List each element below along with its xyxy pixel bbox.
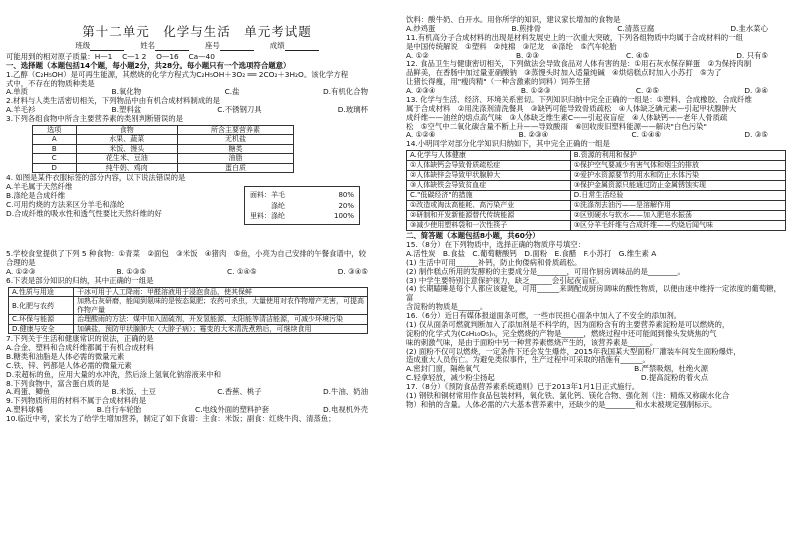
q17-part-1-cont[interactable]: 物）和钠的含量。人体必需的六大基本营养素中，还缺少的是________和水未被规定强制标示。: [406, 399, 717, 409]
q16-option-d[interactable]: D.提高淀粉的着火点: [640, 373, 708, 383]
q4-block: [6, 174, 388, 250]
q11-stem: 11.有机高分子合成材料的出现是材料发展史上的一次重大突破，下列各组物质中均属于合成材料的一组: [406, 32, 743, 42]
left-column: [6, 16, 388, 424]
q2-option-b[interactable]: B.塑料盆: [111, 105, 142, 115]
q5-option-a[interactable]: A. ①②③: [6, 267, 36, 277]
right-column: [406, 16, 788, 410]
q10-option-c[interactable]: C.清蒸豆腐: [617, 23, 655, 33]
q5-option-b[interactable]: B. ①③⑤: [116, 267, 147, 277]
q14-table: [406, 150, 786, 231]
q16-part-1[interactable]: (1) 仅从面条可燃就判断加入了添加剂是不科学的，因为面粉含有的主要营养素淀粉是可以燃烧的，: [406, 319, 730, 329]
q9-option-d[interactable]: D.电视机外壳: [322, 405, 368, 415]
q16-part-1-cont[interactable]: 味的刺激气味，是由于面粉中另一种营养素燃烧产生的，该营养素是______。: [406, 337, 658, 347]
q13-option-b[interactable]: B. ②③④: [518, 130, 549, 140]
field-name[interactable]: 姓名: [140, 42, 189, 51]
field-seat[interactable]: 座号: [205, 42, 254, 51]
page-title: 第十二单元 化学与生活 单元考试题: [82, 24, 312, 39]
q15-part-4[interactable]: (4) 长期瞌睡是每个人都应该避免，可用______来调配成厨房调味的酸性物质，以便由迷中维持一定浓度的葡萄糖，富: [406, 284, 781, 303]
q12-option-c[interactable]: C. ②⑤: [635, 86, 659, 95]
q1-option-b[interactable]: B.氧化物: [111, 87, 142, 97]
q5-option-d[interactable]: D. ③④⑤: [337, 267, 368, 277]
student-info-fields: [6, 42, 388, 51]
q2-stem: 2.材料与人类生活密切相关，下列物品中由有机合成材料制成的是: [6, 96, 220, 106]
q17-stem: 17.（8分）《预防食品营养素系统通则》已于2013年1月1日正式施行。: [406, 382, 640, 391]
q15-part-1[interactable]: (1) 生活中可用______补钙，防止佝偻病和骨质疏松。: [406, 257, 582, 267]
q11-option-b[interactable]: B. ②③: [515, 50, 539, 60]
q12-stem-cont: 品鲜美，在香肠中加过量亚硝酸钠 ③蒸馒头时加入适量纯碱 ④烘焙糕点时加入小苏打 ⑤为了: [406, 68, 722, 78]
q1-option-a[interactable]: A.单质: [6, 87, 29, 97]
table-row: ③减少使用塑料袋和一次性筷子 ③区分羊毛纤维与合成纤维——灼烧后闻气味: [407, 221, 786, 231]
q6-stem: 6.下表是部分知识的归纳，其中正确的一组是: [6, 276, 154, 285]
q15-part-2[interactable]: (2) 制作糕点所用的发酵粉的主要成分是________，可用作厨房调味品的是________。: [406, 266, 685, 276]
q1-option-d[interactable]: D.有机化合物: [322, 87, 368, 97]
q5-stem: 5.学校食堂提供了下列 5 种食物：①青菜 ②面包 ③米饭 ④猪肉 ⑤鱼，小亮为自己安排的午餐食谱中，较: [6, 249, 366, 259]
q10-stem-cont: 饮料：酸牛奶、白开水。用你所学的知识，建议家长增加的食物是: [406, 15, 621, 24]
q4-option-c[interactable]: C.可用灼烧的方法来区分羊毛和涤纶: [6, 200, 125, 209]
q14-stem: 14.小明同学对部分化学知识归纳如下，其中完全正确的一组是: [406, 139, 610, 149]
q5-option-c[interactable]: C. ①④⑤: [227, 267, 257, 277]
table-header: 选项: [33, 125, 77, 135]
table-row[interactable]: C.环保与能源 治理酸雨的方法：煤中加入固硫剂，开发氢能源、太阳能等清洁能源，可减少环境污染: [9, 315, 368, 325]
table-row[interactable]: C."低碳经济"的措施 D.日常生活经验: [407, 191, 786, 201]
field-score[interactable]: 成绩: [270, 42, 319, 51]
table-row[interactable]: A.性质与用途 干冰可用于人工降雨：甲醛溶液用于浸泡食品，使其保鲜: [9, 287, 368, 297]
q16-part-2[interactable]: (2) 面粉不仅可以燃烧，一定条件下还会发生爆炸，2015年我国某大型面粉厂灌装车间发生面粉爆炸，: [406, 346, 741, 356]
q12-stem-cont: 让猪长得瘦，用"瘦肉精"（一种含激素的饲料）饲养生猪: [406, 77, 591, 87]
q12-stem: 12. 食品卫生与健康密切相关，下列做法会导致食品对人体有害的是：①用石灰水保存鲜蛋 ②为保持肉制: [406, 59, 752, 69]
q12-option-a[interactable]: A. ②③④: [406, 86, 436, 95]
q1-stem: 1.乙醇（C₂H₅OH）是可再生能源，其燃烧的化学方程式为C₂H₅OH＋3O₂ ══ 2CO₂＋3H₂O。该化学方程: [6, 69, 349, 79]
q9-option-c[interactable]: C.电线外面的塑料护套: [195, 405, 270, 415]
table-row: D 纯牛奶、鸡肉 蛋白质: [33, 163, 294, 173]
q2-option-c[interactable]: C.不锈钢刀具: [217, 105, 262, 115]
q10-option-a[interactable]: A.炒鸡蛋: [406, 23, 436, 33]
q8-option-a[interactable]: A.鸡蛋、鲫鱼: [6, 387, 51, 397]
q7-option-c[interactable]: C.铁、锌、钙都是人体必需的微量元素: [6, 360, 132, 370]
q16-stem: 16.（6分）近日有媒体报道面条可燃，一些市民担心面条中加入了不安全的添加剂。: [406, 311, 682, 320]
q15-part-4-cont[interactable]: 含淀粉的物质是______。: [406, 302, 488, 312]
table-row[interactable]: A.化学与人体健康 B.资源的利用和保护: [407, 151, 786, 161]
q4-stem: 4. 如图是某件衣服标签的部分内容，以下说法错误的是: [6, 173, 186, 183]
q2-option-d[interactable]: D.玻璃杯: [337, 105, 368, 115]
q16-part-2-cont[interactable]: 造成重大人员伤亡。为避免类似事件，生产过程中可采取的措施有______。: [406, 355, 650, 365]
table-header: 所含主要营养素: [178, 125, 294, 135]
atomic-masses: 可能用到的相对原子质量：H—1 C—1 2 O—16 Ca—40: [6, 51, 215, 61]
q11-option-c[interactable]: C. ④⑤: [626, 50, 650, 60]
q7-option-a[interactable]: A.合金、塑料和合成纤维都属于有机合成材料: [6, 343, 154, 353]
q17-part-1[interactable]: (1) 钢铁和铜材常用作食品包装材料，氧化铁、氯化钙、镁化合物、强化剂（注：精炼又称碳水化合: [406, 390, 730, 400]
q3-table: [32, 125, 294, 174]
table-row: ③人体缺铁会导致贫血症 ③保护金属资源只能通过防止金属锈蚀实现: [407, 181, 786, 191]
q7-stem: 7.下列关于生活和健康常识的说法，正确的是: [6, 334, 154, 344]
q16-option-a[interactable]: A.密封门窗，隔绝氧气: [406, 364, 480, 374]
q5-stem-cont: 合理的是: [6, 258, 36, 268]
q1-option-c[interactable]: C.盐: [224, 87, 240, 97]
section-1-heading: 一、选择题（本题包括14个题，每小题2分，共28分。每小题只有一个选项符合题意）: [6, 60, 291, 70]
q13-stem: 13. 化学与生活、经济、环境关系密切。下列知识归纳中完全正确的一组是：①塑料、合成橡胶、合成纤维: [406, 94, 752, 104]
q8-option-c[interactable]: C.香蕉、桃子: [217, 387, 262, 397]
q13-stem-cont: 属于合成材料 ②用洗涤剂清洗餐具 ③缺钙可能导致骨质疏松 ④人体缺乏碘元素—引起甲状腺肿大: [406, 103, 737, 113]
q1-stem-cont: 式中，不存在的物质种类是: [6, 78, 95, 88]
q15-stem: 15.（8分）在下列物质中，选择正确的物质序号填空：: [406, 240, 586, 249]
q15-options: A.活性炭 B.食盐 C.葡萄糖酸钙 D.面粉 E.食醋 F.小苏打 G.维生素 A: [406, 248, 657, 258]
q9-option-a[interactable]: A.塑料球桶: [6, 405, 43, 415]
q10-option-d[interactable]: D.韭水菜心: [730, 23, 768, 33]
q8-option-d[interactable]: D.牛油、奶油: [322, 387, 368, 397]
q13-option-a[interactable]: A. ①②⑥: [406, 130, 436, 140]
q9-stem: 9.下列物质所用的材料不属于合成材料的是: [6, 396, 147, 406]
q4-option-b[interactable]: B.涤纶是合成纤维: [6, 191, 66, 201]
table-row: ②人体缺锌会导致甲状腺肿大 ②爱护水资源要节约用水和防止水体污染: [407, 171, 786, 181]
q13-option-c[interactable]: C. ①④⑥: [631, 130, 662, 140]
table-row: A 水果、蔬菜 无机盐: [33, 135, 294, 145]
q7-option-d[interactable]: D.汞超标的鱼，应用大量的水冲洗，然后涂上氢氧化钠溶液来中和: [6, 369, 221, 379]
q13-stem-cont: 成纤维——油丝的熔点高气味 ③人体缺乏维生素C——引起夜盲症 ④人体缺钙——老年人骨质疏: [406, 112, 728, 122]
table-row[interactable]: B.化肥与农药 加熟石灰研磨，能闻到氨味的是铵态氮肥；农药可杀虫，大量使用对农作物增产无害，可提高作物产量: [9, 297, 368, 315]
section-2-heading: 二、简答题（本题包括8小题，共60分）: [406, 231, 540, 241]
q11-stem-cont: 是中国传统解说 ①塑料 ②纯棉 ③尼龙 ④涤纶 ⑤汽车轮胎: [406, 41, 617, 51]
q11-option-a[interactable]: A. ①②: [406, 50, 429, 60]
q2-option-a[interactable]: A.羊毛衫: [6, 105, 36, 115]
q11-option-d[interactable]: D. 只有⑤: [736, 50, 768, 60]
q16-option-b[interactable]: B.严禁吸烟，杜绝火源: [634, 364, 708, 374]
q10-option-b[interactable]: B.煎排骨: [511, 23, 542, 33]
table-row: B 米饭、馒头 糖类: [33, 144, 294, 154]
table-row: ①人体缺钙会导致骨质疏松症 ①保护空气要减少有害气体和烟尘的排放: [407, 161, 786, 171]
q13-stem-cont: 松 ⑤空气中二氧化碳含量不断上升——导致酸雨 ⑥回收废旧塑料能源——解决"白色污染": [406, 121, 707, 131]
q8-stem: 8.下列食物中，富含蛋白质的是: [6, 378, 110, 388]
q8-option-b[interactable]: B.米饭、土豆: [111, 387, 156, 397]
q16-part-1-cont[interactable]: 淀粉的化学式为(C₆H₁₀O₅)ₙ，完全燃烧的产物是______，燃烧过程中还可能闻到像头发烧焦的气: [406, 328, 717, 338]
table-row: C 花生米、豆油 油脂: [33, 154, 294, 164]
table-row: ②研制和开发新能源替代传统能源 ②区别硬水与软水——加入肥皂水振荡: [407, 211, 786, 221]
q9-option-b[interactable]: B.自行车轮胎: [96, 405, 142, 415]
q6-table: [8, 287, 368, 334]
q13-option-d[interactable]: D. ③⑤: [744, 130, 768, 140]
q3-stem: 3.下列各组食物中所含主要营养素的类别判断错误的是: [6, 114, 184, 123]
q10-stem: 10.临近中考，家长为了给学生增加营养，制定了如下食谱：主食：米饭；副食：红烧牛肉、清蒸鱼；: [6, 414, 336, 424]
table-row[interactable]: D.健康与安全 加碘盐，预防甲状腺肿大（大脖子病）；霉变的大米清洗煮熟后，可继续食用: [9, 324, 368, 334]
q7-option-b[interactable]: B.糖类和油脂是人体必需的微量元素: [6, 351, 125, 361]
q16-option-c[interactable]: C.轻拿轻放，减少粉尘扬起: [406, 373, 495, 383]
q12-option-d[interactable]: D. ③④: [744, 86, 768, 95]
q4-option-a[interactable]: A.羊毛属于天然纤维: [6, 182, 73, 192]
clothing-label: 面料：羊毛 80% 涤纶 20% 里料：涤纶 100%: [244, 186, 360, 224]
q12-option-b[interactable]: B. ①②③: [520, 86, 551, 95]
q15-part-3[interactable]: (3) 中学生要特别注意保护视力，缺乏______会引起夜盲症。: [406, 275, 604, 285]
table-header: 食物: [76, 125, 178, 135]
field-class[interactable]: 班级: [75, 42, 124, 51]
q4-option-d[interactable]: D.合成纤维的吸水性和透气性要比天然纤维的好: [6, 208, 162, 218]
table-row: ①改造或淘汰高能耗、高污染产业 ①洗涤剂去油污——是溶解作用: [407, 201, 786, 211]
